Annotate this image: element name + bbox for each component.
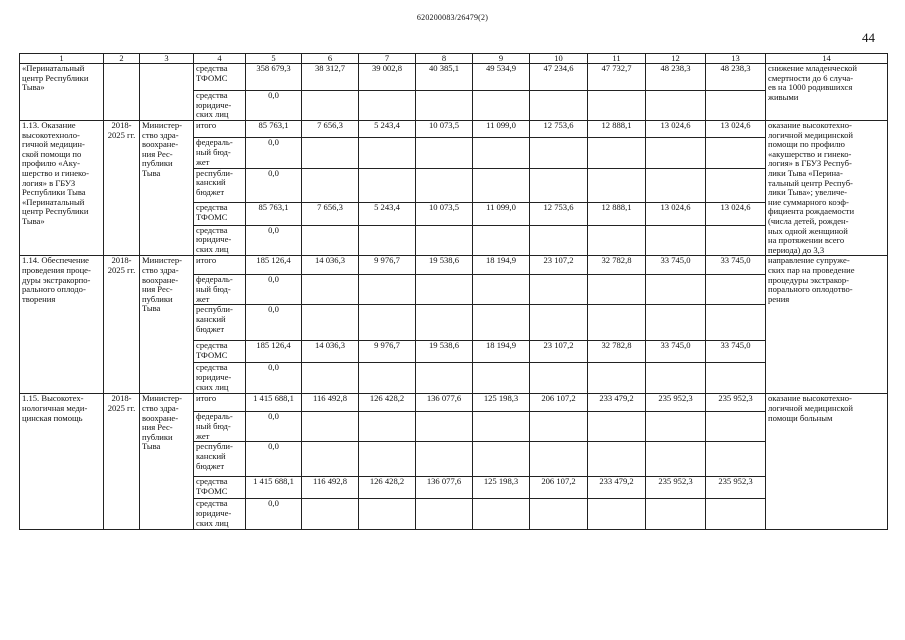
table-row [20,256,888,275]
amount-cell [530,305,588,341]
amount-cell [473,412,530,442]
amount-cell [473,499,530,530]
amount-cell: 18 194,9 [473,256,530,275]
amount-cell [359,138,416,168]
executor-cell [140,64,194,121]
amount-cell [530,363,588,394]
amount-cell [302,363,359,394]
amount-cell [588,412,646,442]
column-number: 3 [140,54,194,64]
executor-cell: Министер- ство здра- воохране- ния Рес- публики Тыва [140,394,194,530]
column-number: 5 [246,54,302,64]
amount-cell: 9 976,7 [359,256,416,275]
amount-cell [646,442,706,477]
column-number: 8 [416,54,473,64]
amount-cell [302,225,359,256]
amount-cell [359,91,416,121]
table-row [20,121,888,138]
amount-cell: 206 107,2 [530,477,588,499]
amount-cell: 33 745,0 [706,341,766,363]
amount-cell: 33 745,0 [706,256,766,275]
column-number: 6 [302,54,359,64]
amount-cell: 12 888,1 [588,203,646,225]
amount-cell [706,225,766,256]
amount-cell: 10 073,5 [416,121,473,138]
amount-cell: 235 952,3 [646,394,706,412]
amount-cell: 125 198,3 [473,477,530,499]
amount-cell: 0,0 [246,499,302,530]
amount-cell [302,138,359,168]
amount-cell [588,363,646,394]
amount-cell: 0,0 [246,275,302,305]
amount-cell: 33 745,0 [646,256,706,275]
amount-cell: 18 194,9 [473,341,530,363]
funding-source: средства юридиче- ских лиц [194,499,246,530]
amount-cell: 0,0 [246,442,302,477]
amount-cell [646,225,706,256]
amount-cell [473,442,530,477]
period-cell: 2018- 2025 гг. [104,256,140,394]
amount-cell: 13 024,6 [646,121,706,138]
column-number: 9 [473,54,530,64]
amount-cell: 1 415 688,1 [246,394,302,412]
amount-cell [416,138,473,168]
amount-cell [706,138,766,168]
funding-source: федераль- ный бюд- жет [194,412,246,442]
amount-cell [302,305,359,341]
funding-source: итого [194,394,246,412]
amount-cell [706,275,766,305]
program-table [19,53,888,530]
period-cell: 2018- 2025 гг. [104,394,140,530]
amount-cell: 358 679,3 [246,64,302,91]
amount-cell: 11 099,0 [473,121,530,138]
amount-cell: 233 479,2 [588,394,646,412]
expected-result: направление супруже- ских пар на проведение процедуры экстракор- порального оплодотво- рения [766,256,888,394]
amount-cell: 12 753,6 [530,121,588,138]
amount-cell: 0,0 [246,91,302,121]
amount-cell: 13 024,6 [706,203,766,225]
funding-source: итого [194,256,246,275]
amount-cell [706,412,766,442]
amount-cell [416,305,473,341]
amount-cell [473,363,530,394]
amount-cell: 48 238,3 [706,64,766,91]
funding-source: средства юридиче- ских лиц [194,91,246,121]
amount-cell: 85 763,1 [246,203,302,225]
amount-cell [416,225,473,256]
amount-cell [530,91,588,121]
amount-cell: 13 024,6 [706,121,766,138]
funding-source: средства ТФОМС [194,477,246,499]
amount-cell: 0,0 [246,225,302,256]
column-number: 14 [766,54,888,64]
amount-cell [588,168,646,203]
amount-cell: 5 243,4 [359,121,416,138]
amount-cell [359,168,416,203]
amount-cell: 11 099,0 [473,203,530,225]
funding-source: средства ТФОМС [194,203,246,225]
amount-cell [530,412,588,442]
amount-cell [302,168,359,203]
amount-cell: 206 107,2 [530,394,588,412]
amount-cell [473,168,530,203]
amount-cell [706,91,766,121]
column-number: 1 [20,54,104,64]
amount-cell: 14 036,3 [302,256,359,275]
page-number: 44 [862,30,875,45]
amount-cell: 48 238,3 [646,64,706,91]
amount-cell [646,363,706,394]
amount-cell [588,225,646,256]
amount-cell: 185 126,4 [246,341,302,363]
amount-cell [416,412,473,442]
amount-cell [588,138,646,168]
amount-cell [646,499,706,530]
amount-cell: 9 976,7 [359,341,416,363]
amount-cell: 136 077,6 [416,477,473,499]
amount-cell: 126 428,2 [359,477,416,499]
amount-cell [416,275,473,305]
document-id: 620200083/26479(2) [416,13,489,22]
amount-cell [359,275,416,305]
amount-cell [588,442,646,477]
amount-cell: 19 538,6 [416,256,473,275]
amount-cell [706,363,766,394]
amount-cell [706,168,766,203]
amount-cell: 14 036,3 [302,341,359,363]
amount-cell [473,275,530,305]
amount-cell: 7 656,3 [302,203,359,225]
amount-cell: 0,0 [246,168,302,203]
amount-cell [359,225,416,256]
measure-name: 1.15. Высокотех- нологичная меди- цинская помощь [20,394,104,530]
amount-cell [706,305,766,341]
measure-name: 1.13. Оказание высокотехноло- гичной медицин- ской помощи по профилю «Аку- шерство и гинеко- логия» в ГБУЗ Республики Тыва «Перинатальный центр Республики Тыва» [20,121,104,256]
amount-cell: 116 492,8 [302,477,359,499]
amount-cell: 13 024,6 [646,203,706,225]
funding-source: итого [194,121,246,138]
executor-cell: Министер- ство здра- воохране- ния Рес- публики Тыва [140,256,194,394]
amount-cell: 233 479,2 [588,477,646,499]
amount-cell [473,305,530,341]
amount-cell [530,499,588,530]
amount-cell [473,225,530,256]
amount-cell: 136 077,6 [416,394,473,412]
amount-cell: 10 073,5 [416,203,473,225]
amount-cell [646,275,706,305]
amount-cell [302,275,359,305]
column-number-row [20,54,888,64]
amount-cell [646,412,706,442]
amount-cell: 32 782,8 [588,256,646,275]
column-number: 7 [359,54,416,64]
amount-cell [646,91,706,121]
amount-cell [530,442,588,477]
amount-cell: 12 888,1 [588,121,646,138]
amount-cell: 47 234,6 [530,64,588,91]
period-cell: 2018- 2025 гг. [104,121,140,256]
amount-cell [588,499,646,530]
funding-source: федераль- ный бюд- жет [194,138,246,168]
amount-cell [416,499,473,530]
amount-cell [416,442,473,477]
amount-cell: 49 534,9 [473,64,530,91]
table-body [20,54,888,530]
amount-cell [473,138,530,168]
amount-cell: 85 763,1 [246,121,302,138]
amount-cell: 235 952,3 [706,394,766,412]
amount-cell: 185 126,4 [246,256,302,275]
amount-cell: 5 243,4 [359,203,416,225]
amount-cell [359,305,416,341]
funding-source: средства ТФОМС [194,64,246,91]
funding-source: республи- канский бюджет [194,442,246,477]
amount-cell: 19 538,6 [416,341,473,363]
amount-cell: 126 428,2 [359,394,416,412]
table-row [20,64,888,91]
amount-cell [530,138,588,168]
funding-source: средства ТФОМС [194,341,246,363]
funding-source: федераль- ный бюд- жет [194,275,246,305]
amount-cell: 1 415 688,1 [246,477,302,499]
funding-source: республи- канский бюджет [194,305,246,341]
expected-result: оказание высокотехно- логичной медицинской помощи по профилю «акушерство и гинеко- логия» в ГБУЗ Респуб- лики Тыва «Перина- тальный центр Респуб- лики Тыва»; увеличе- ние суммарного коэф- фициента рождаемости (числа детей, рожден- ных одной женщиной на протяжении всего периода) до 3,3 [766,121,888,256]
amount-cell [588,275,646,305]
amount-cell [706,499,766,530]
amount-cell: 38 312,7 [302,64,359,91]
period-cell [104,64,140,121]
amount-cell: 116 492,8 [302,394,359,412]
column-number: 2 [104,54,140,64]
amount-cell: 0,0 [246,363,302,394]
column-number: 10 [530,54,588,64]
amount-cell [588,305,646,341]
amount-cell: 0,0 [246,305,302,341]
amount-cell [473,91,530,121]
executor-cell: Министер- ство здра- воохране- ния Рес- публики Тыва [140,121,194,256]
amount-cell [646,305,706,341]
expected-result: оказание высокотехно- логичной медицинской помощи больным [766,394,888,530]
amount-cell [359,442,416,477]
amount-cell [359,363,416,394]
amount-cell [416,168,473,203]
amount-cell [646,138,706,168]
amount-cell [302,412,359,442]
funding-source: республи- канский бюджет [194,168,246,203]
measure-name: «Перинатальный центр Республики Тыва» [20,64,104,121]
amount-cell: 23 107,2 [530,341,588,363]
amount-cell [416,91,473,121]
table-row [20,394,888,412]
amount-cell: 7 656,3 [302,121,359,138]
amount-cell: 32 782,8 [588,341,646,363]
column-number: 12 [646,54,706,64]
amount-cell: 0,0 [246,138,302,168]
funding-source: средства юридиче- ских лиц [194,363,246,394]
amount-cell [588,91,646,121]
amount-cell: 125 198,3 [473,394,530,412]
amount-cell: 23 107,2 [530,256,588,275]
column-number: 4 [194,54,246,64]
amount-cell [530,275,588,305]
amount-cell: 33 745,0 [646,341,706,363]
amount-cell [646,168,706,203]
amount-cell: 47 732,7 [588,64,646,91]
amount-cell [302,442,359,477]
column-number: 13 [706,54,766,64]
funding-source: средства юридиче- ских лиц [194,225,246,256]
amount-cell: 0,0 [246,412,302,442]
amount-cell: 235 952,3 [706,477,766,499]
amount-cell [706,442,766,477]
amount-cell [302,499,359,530]
amount-cell: 235 952,3 [646,477,706,499]
amount-cell [530,168,588,203]
amount-cell [359,412,416,442]
measure-name: 1.14. Обеспечение проведения проце- дуры экстракорпо- рального оплодо- творения [20,256,104,394]
amount-cell: 39 002,8 [359,64,416,91]
amount-cell [359,499,416,530]
expected-result: снижение младенческой смертности до 6 случа- ев на 1000 родившихся живыми [766,64,888,121]
amount-cell [530,225,588,256]
amount-cell [302,91,359,121]
column-number: 11 [588,54,646,64]
amount-cell [416,363,473,394]
amount-cell: 40 385,1 [416,64,473,91]
amount-cell: 12 753,6 [530,203,588,225]
